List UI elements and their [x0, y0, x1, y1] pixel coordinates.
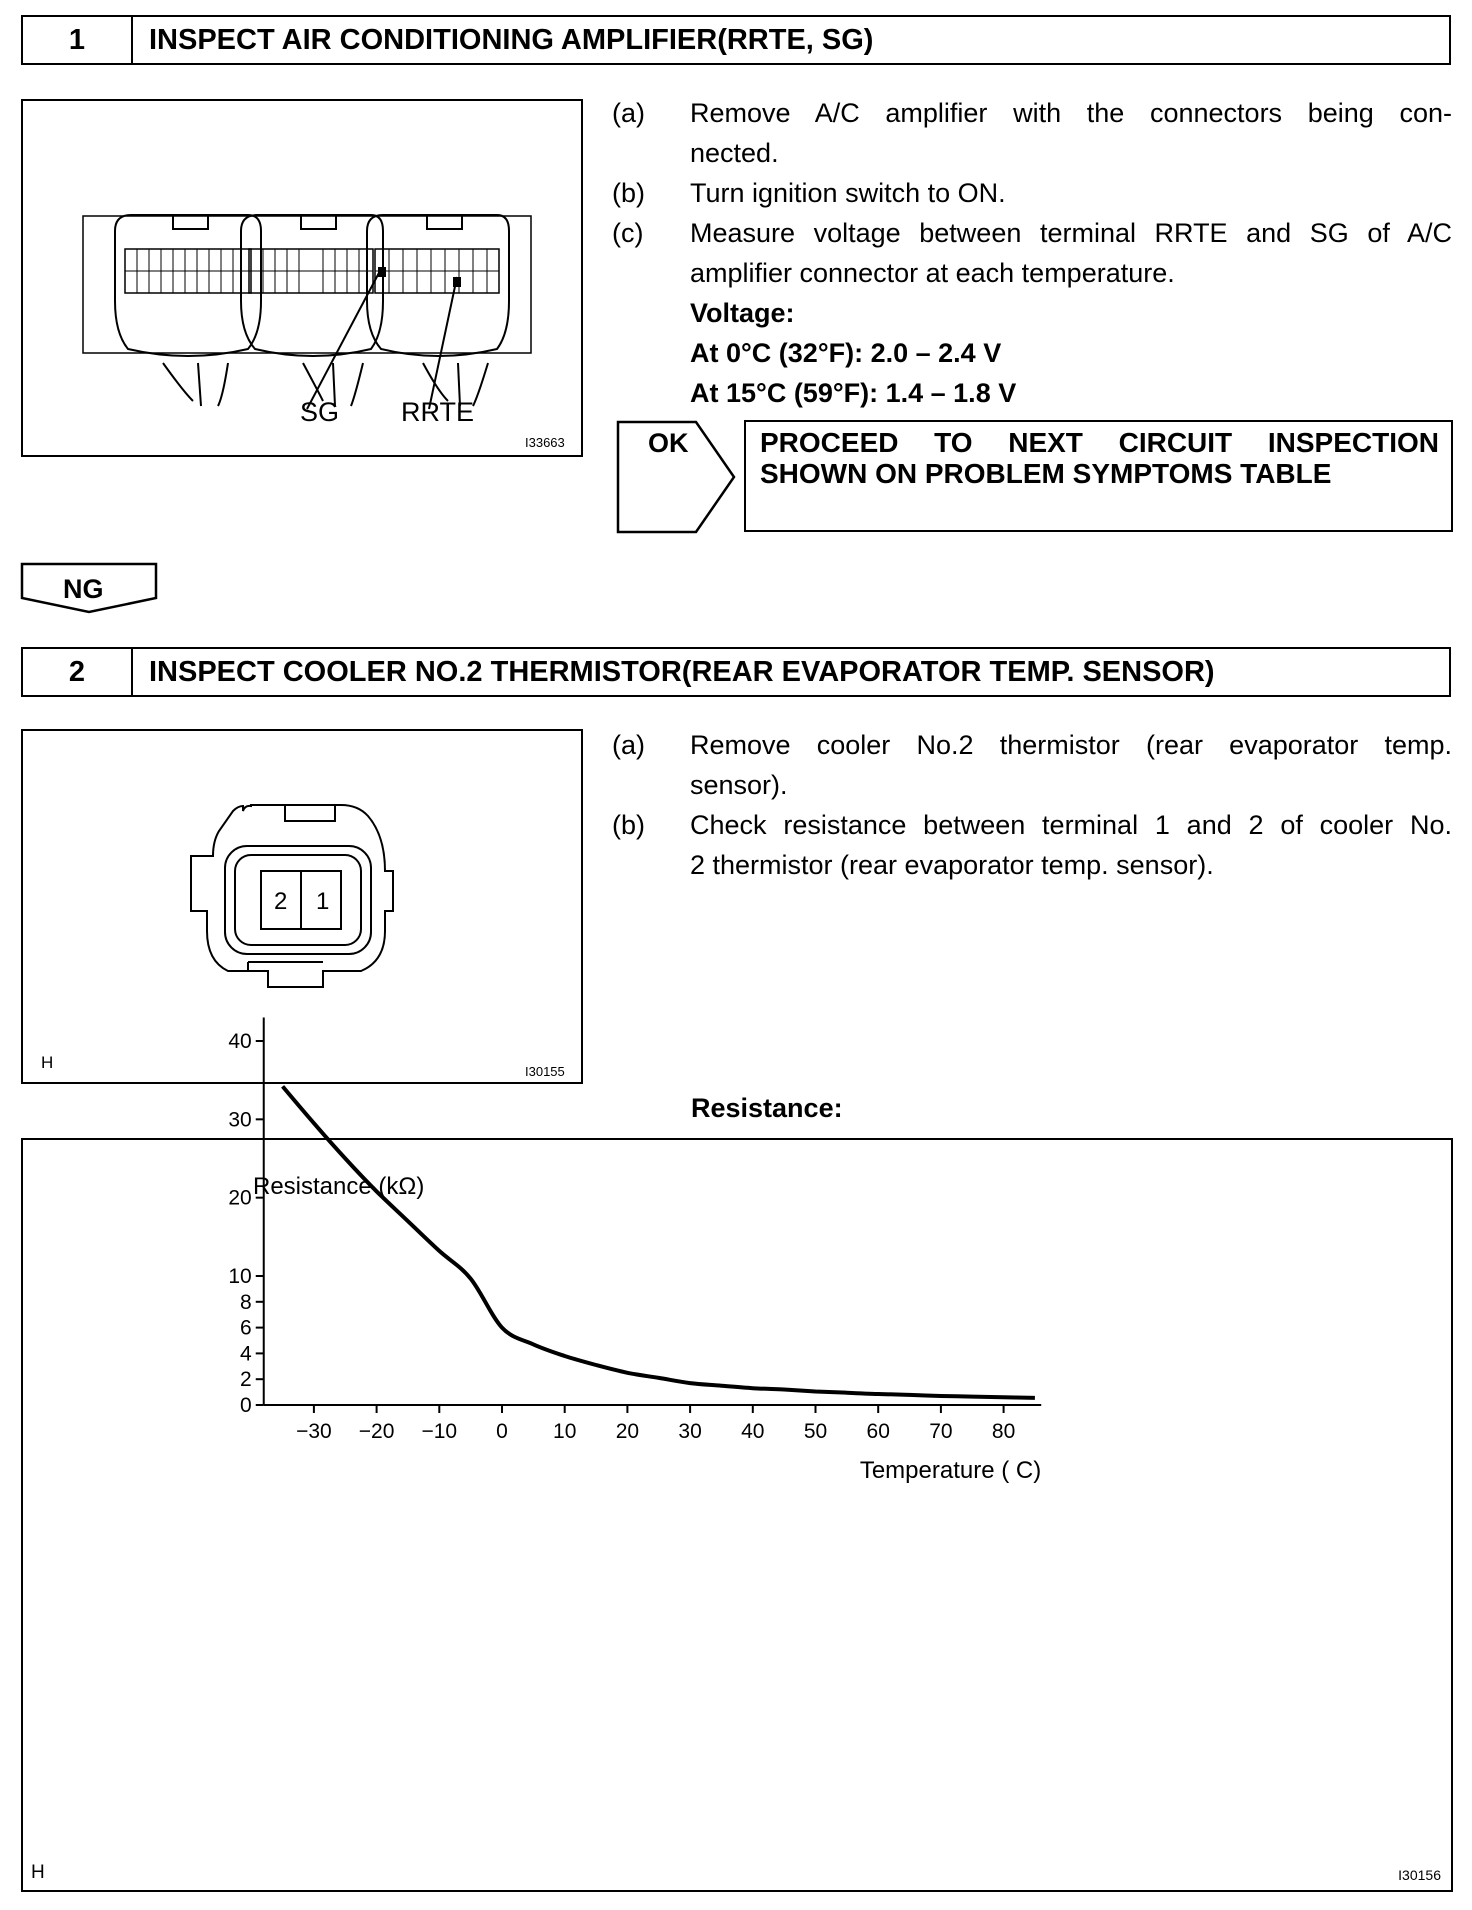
proceed-word: PROCEED [760, 427, 899, 458]
step2-instructions [612, 725, 1452, 885]
x-tick-label: 0 [496, 1420, 508, 1443]
amplifier-connector-figure [21, 99, 583, 457]
instruction-line: Measure voltage between terminal RRTE and SG of A/C [690, 218, 1452, 248]
x-tick-label: 10 [553, 1420, 577, 1443]
step1-title: INSPECT AIR CONDITIONING AMPLIFIER(RRTE, SG) [149, 23, 874, 56]
voltage-spec-0c: At 0°C (32°F): 2.0 – 2.4 V [690, 338, 1002, 368]
y-tick-label: 0 [240, 1394, 252, 1417]
y-axis-label: Resistance (kΩ) [253, 1173, 425, 1200]
resistance-label: Resistance: [691, 1093, 843, 1123]
proceed-word: TO [934, 427, 973, 458]
step2-header [21, 647, 1451, 697]
x-tick-label: 50 [803, 1420, 828, 1443]
figure-corner-mark: H [41, 1053, 54, 1072]
instruction-letter: (c) [612, 218, 644, 248]
x-tick-label: −30 [296, 1420, 332, 1443]
instruction-line: amplifier connector at each temperature. [690, 258, 1175, 288]
instruction-text [690, 725, 1452, 805]
rrte-terminal-label: RRTE [401, 397, 475, 427]
thermistor-connector-figure [21, 729, 583, 1084]
step1-header [21, 15, 1451, 65]
x-tick-label: 20 [615, 1420, 640, 1443]
proceed-word: CIRCUIT [1118, 427, 1233, 458]
instruction-line: Remove A/C amplifier with the connectors being con- [690, 98, 1452, 128]
y-tick-label: 4 [240, 1342, 252, 1366]
instruction-line: nected. [690, 138, 779, 168]
voltage-spec-15c: At 15°C (59°F): 1.4 – 1.8 V [690, 378, 1017, 408]
instruction-item [612, 213, 1452, 293]
instruction-item [612, 93, 1452, 173]
chart-corner-mark: H [31, 1862, 45, 1883]
instruction-item [612, 725, 1452, 805]
sg-terminal-label: SG [300, 397, 340, 427]
proceed-line2: SHOWN ON PROBLEM SYMPTOMS TABLE [760, 458, 1332, 489]
instruction-text [690, 213, 1452, 293]
terminal-2-label: 2 [274, 888, 288, 915]
instruction-item [612, 173, 1452, 213]
y-tick-label: 10 [228, 1265, 252, 1288]
y-tick-label: 8 [240, 1290, 252, 1314]
x-tick-label: −10 [421, 1420, 458, 1443]
instruction-letter: (b) [612, 178, 645, 208]
instruction-letter: (b) [612, 810, 645, 840]
thermistor-connector-drawing [23, 731, 581, 1082]
x-tick-label: 30 [678, 1420, 702, 1443]
x-axis-label: Temperature ( C) [859, 1457, 1042, 1484]
instruction-letter: (a) [612, 730, 645, 760]
y-tick-label: 6 [240, 1316, 252, 1340]
proceed-word: NEXT [1008, 427, 1083, 458]
proceed-line1 [760, 427, 1439, 458]
x-tick-label: 80 [991, 1420, 1016, 1443]
instruction-line: sensor). [690, 770, 788, 800]
x-tick-label: 40 [741, 1420, 765, 1443]
instruction-line: 2 thermistor (rear evaporator temp. sensor). [690, 850, 1214, 880]
chart-code: I30156 [1398, 1867, 1441, 1883]
proceed-word: INSPECTION [1267, 427, 1439, 458]
instruction-text [690, 805, 1452, 885]
terminal-1-label: 1 [316, 888, 330, 915]
resistance-curve-line [283, 1086, 1035, 1398]
x-tick-label: 70 [929, 1420, 953, 1443]
figure-code: I33663 [525, 435, 565, 450]
instruction-line: Turn ignition switch to ON. [690, 178, 1006, 208]
figure-code: I30155 [525, 1064, 565, 1079]
instruction-text [690, 173, 1452, 213]
x-tick-label: −20 [358, 1420, 395, 1443]
ng-label: NG [63, 574, 104, 604]
voltage-label: Voltage: [690, 298, 795, 328]
proceed-box [744, 420, 1453, 532]
y-tick-label: 20 [228, 1186, 252, 1210]
step2-title: INSPECT COOLER NO.2 THERMISTOR(REAR EVAPORATOR TEMP. SENSOR) [149, 655, 1215, 688]
y-tick-label: 30 [228, 1108, 252, 1132]
voltage-spec [690, 293, 1452, 413]
ok-label: OK [648, 428, 689, 458]
instruction-item [612, 805, 1452, 885]
y-tick-label: 40 [228, 1030, 252, 1053]
step1-number: 1 [23, 17, 133, 63]
instruction-text [690, 93, 1452, 173]
step1-instructions [612, 93, 1452, 413]
y-tick-label: 2 [240, 1368, 252, 1392]
instruction-line: Remove cooler No.2 thermistor (rear evaporator temp. [690, 730, 1452, 760]
instruction-letter: (a) [612, 98, 645, 128]
instruction-line: Check resistance between terminal 1 and 2 of cooler No. [690, 810, 1452, 840]
step2-number: 2 [23, 649, 133, 695]
x-tick-label: 60 [866, 1420, 890, 1443]
